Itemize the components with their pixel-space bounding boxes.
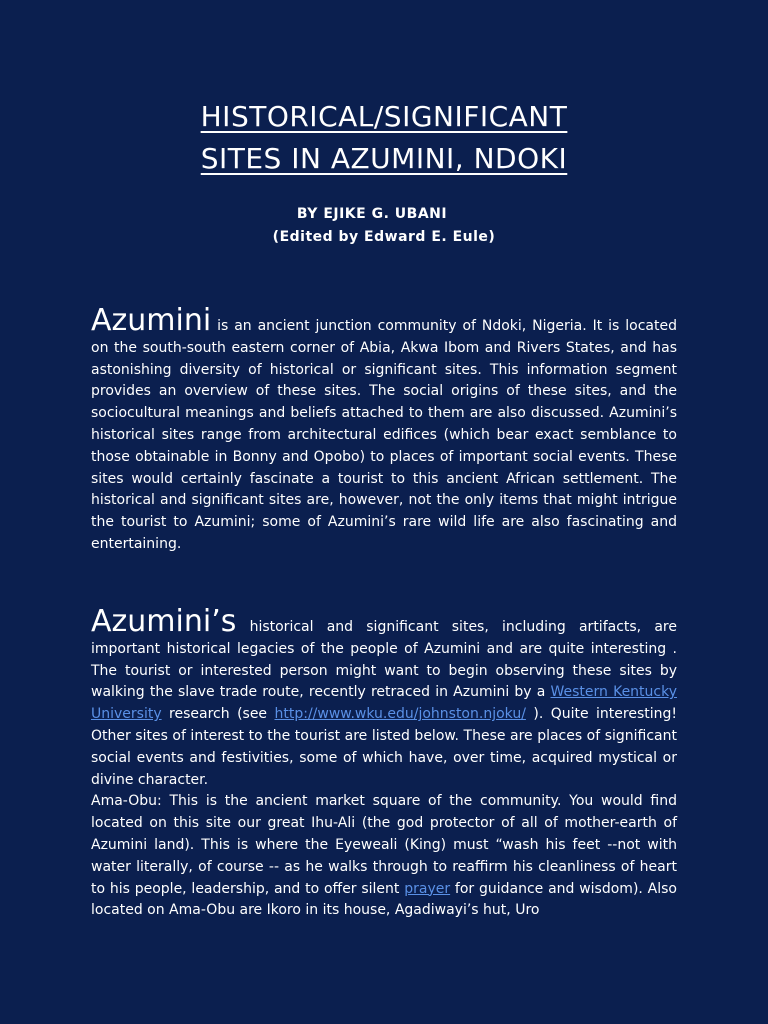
sites-text-1: historical and significant sites, including artifacts, are important historical legacies of the people of Azumini and are quite interesting . The tourist or interested person might want to begin observing these sites by walking the slave trade route, recently retraced in Azumini by a	[91, 619, 677, 701]
sites-text-2: research (see	[161, 706, 275, 723]
sites-lead-word: Azumini’s	[91, 604, 237, 639]
wku-url-link[interactable]: http://www.wku.edu/johnston.njoku/	[274, 706, 526, 723]
title-line-2: SITES IN AZUMINI, NDOKI	[200, 142, 568, 175]
intro-paragraph	[91, 303, 677, 556]
ama-obu-text-2: for guidance and wisdom). Also located on Ama-Obu are Ikoro in its house, Agadiwayi’s hut, Uro	[91, 880, 677, 919]
sites-text-3: ). Quite interesting! Other sites of interest to the tourist are listed below. These are places of significant social events and festivities, some of which have, over time, acquired mystical or divine character.	[91, 706, 678, 788]
intro-text: is an ancient junction community of Ndoki, Nigeria. It is located on the south-south eastern corner of Abia, Akwa Ibom and Rivers States, and has astonishing diversity of historical or significant sites. This information segment provides an overview of these sites. The social origins of these sites, and the sociocultural meanings and beliefs attached to them are also discussed. Azumini’s historical sites range from architectural edifices (which bear exact semblance to those obtainable in Bonny and Opobo) to places of important social events. These sites would certainly fascinate a tourist to this ancient African settlement. The historical and significant sites are, however, not the only items that might intrigue the tourist to Azumini; some of Azumini’s rare wild life are also fascinating and entertaining.	[91, 318, 677, 552]
author-byline: BY EJIKE G. UBANI	[296, 206, 448, 222]
intro-lead-word: Azumini	[91, 303, 212, 338]
wku-link[interactable]: Western Kentucky University	[91, 684, 678, 723]
ama-obu-text: Ama-Obu: This is the ancient market square of the community. You would find located on this site our great Ihu-Ali (the god protector of all of mother-earth of Azumini land). This is where the Eyeweali (King) must “wash his feet --not with water literally, of course -- as he walks through to reaffirm his cleanliness of heart to his people, leadership, and to offer silent	[91, 793, 677, 897]
title-line-1: HISTORICAL/SIGNIFICANT	[200, 100, 568, 133]
editor-byline: (Edited by Edward E. Eule)	[272, 229, 496, 245]
sites-paragraph	[91, 604, 678, 922]
prayer-link[interactable]: prayer	[404, 880, 451, 897]
